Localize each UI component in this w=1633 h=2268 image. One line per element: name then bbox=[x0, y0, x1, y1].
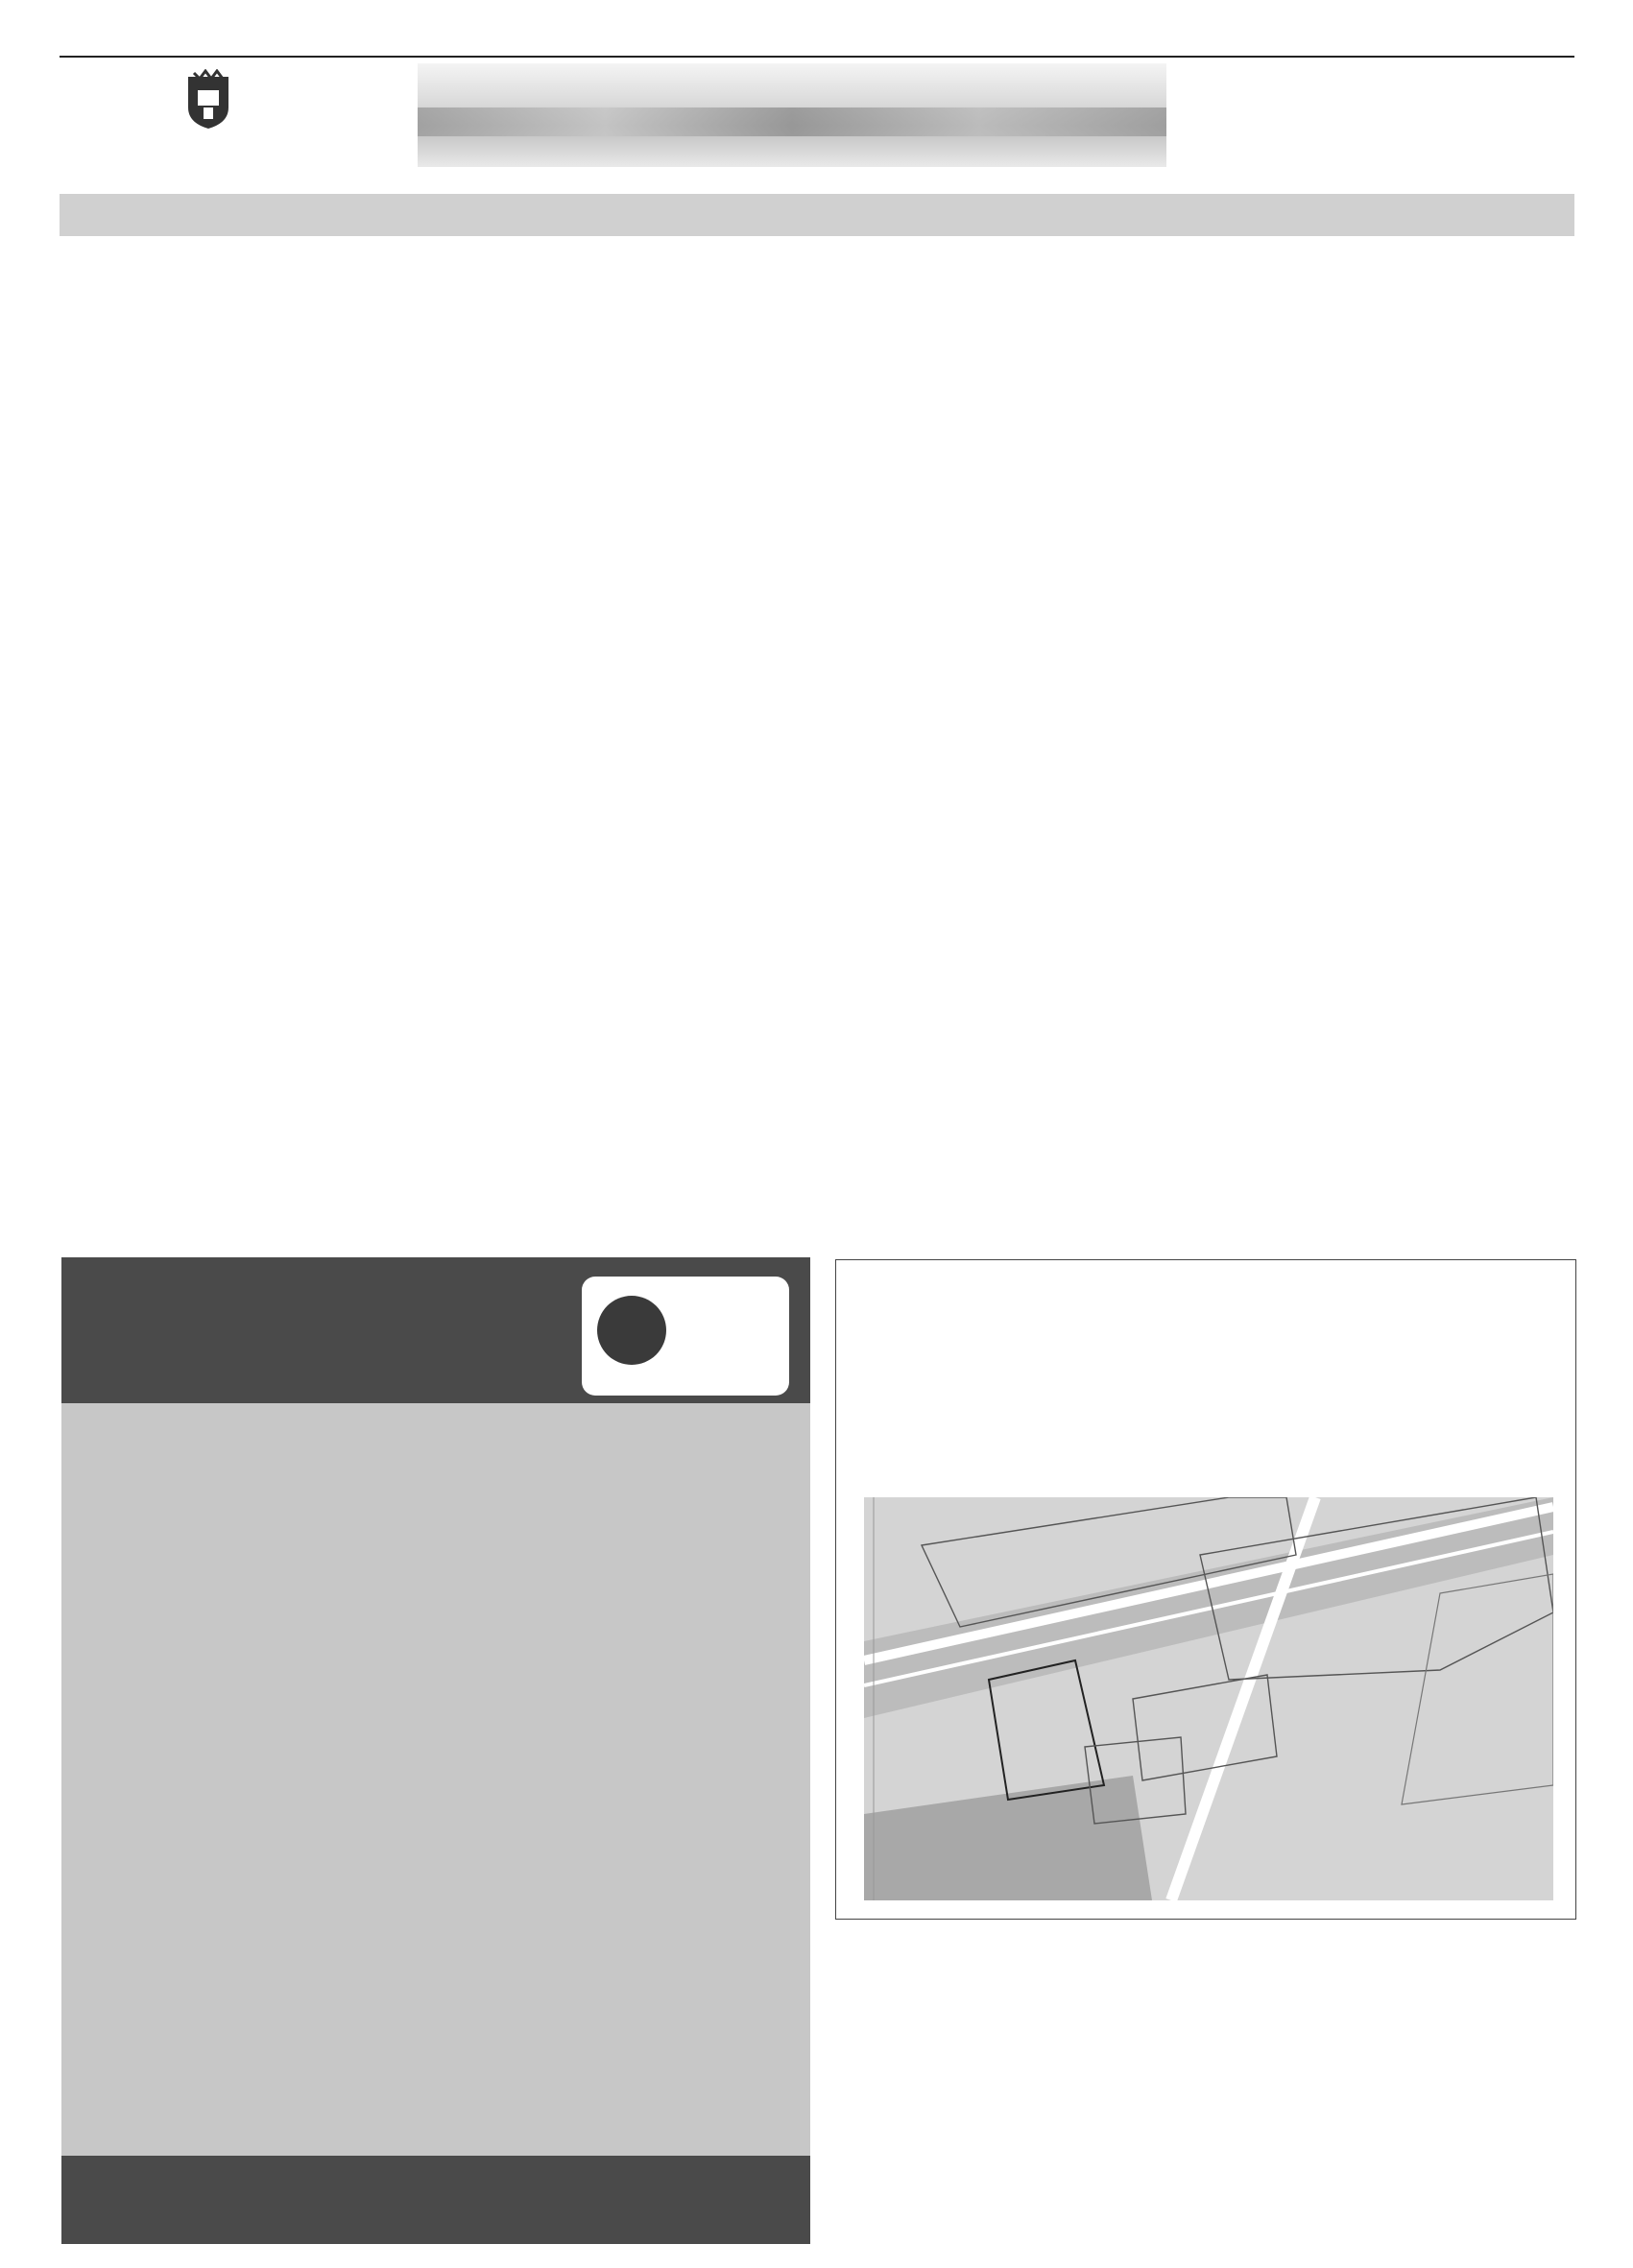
header-landscape-photo bbox=[418, 63, 1166, 167]
edds-vacancy-ad bbox=[61, 1257, 810, 2244]
ad-header bbox=[61, 1257, 810, 1403]
ad-contact bbox=[61, 2156, 810, 2244]
edds-logo bbox=[582, 1277, 789, 1396]
notice-1 bbox=[847, 1265, 1576, 1288]
cadastral-map bbox=[864, 1497, 1553, 1900]
coat-of-arms-icon bbox=[184, 69, 232, 131]
phone-icon bbox=[597, 1296, 666, 1365]
notice-2 bbox=[847, 1925, 1576, 1937]
day-title bbox=[60, 194, 1574, 236]
header-rule bbox=[60, 56, 1574, 58]
